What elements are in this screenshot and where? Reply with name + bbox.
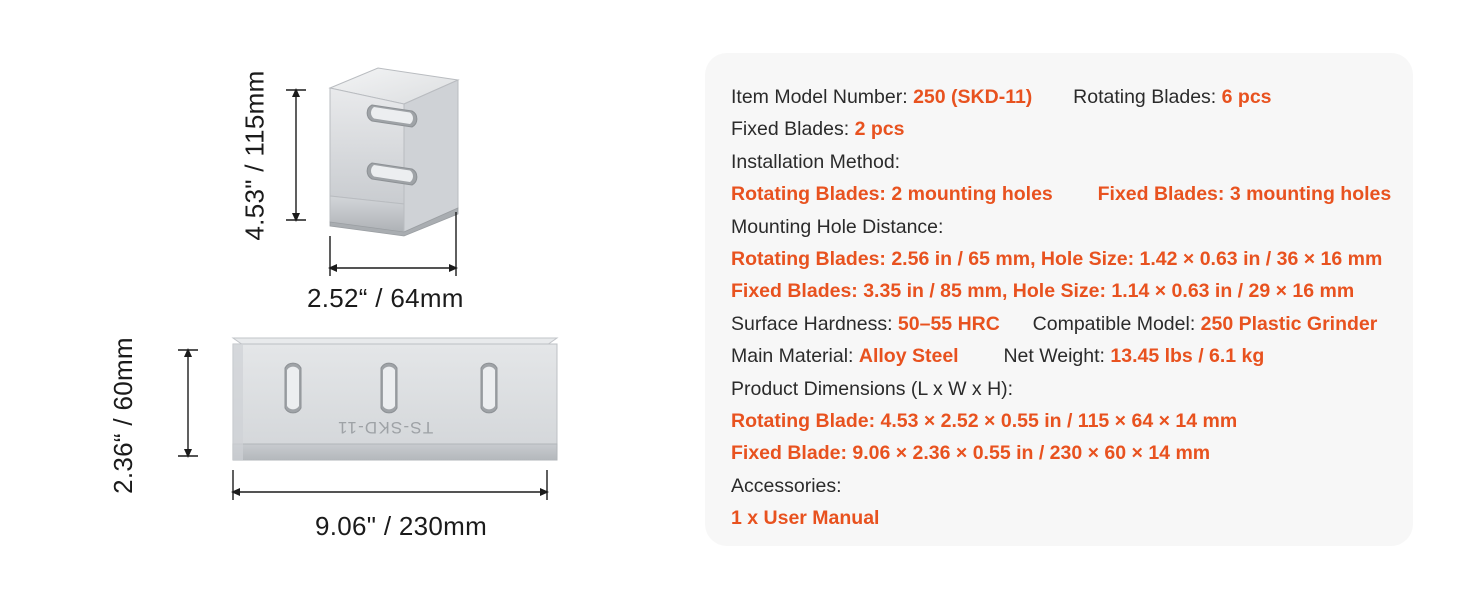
fixed-blade-width-label: 9.06" / 230mm xyxy=(315,511,488,541)
spec-row-accessories xyxy=(731,470,1387,502)
rotating-blade-width-label: 2.52“ / 64mm xyxy=(307,283,464,313)
spec-value-rotating-blades-count: 6 pcs xyxy=(1221,86,1272,108)
spec-value-accessories: 1 x User Manual xyxy=(731,507,880,530)
spec-label-rotating-blades-count: Rotating Blades: xyxy=(1073,86,1217,108)
spec-label-fixed-blades-count: Fixed Blades: xyxy=(731,118,850,141)
spec-label-compatible-model: Compatible Model: xyxy=(1032,312,1196,335)
spec-label-installation-method: Installation Method: xyxy=(731,150,901,173)
spec-label-net-weight: Net Weight: xyxy=(1003,345,1105,368)
spec-value-fixed-blade-dimensions: Fixed Blade: 9.06 × 2.36 × 0.55 in / 230 × 60 × 14 mm xyxy=(731,442,1211,465)
spec-row-hardness-compatible xyxy=(731,308,1387,340)
spec-row-fixed-hole-distance xyxy=(731,275,1387,307)
spec-row-product-dimensions xyxy=(731,373,1387,405)
spec-label-mounting-hole-distance: Mounting Hole Distance: xyxy=(731,215,944,238)
spec-value-fixed-mounting-holes: Fixed Blades: 3 mounting holes xyxy=(1097,183,1392,206)
spec-value-compatible-model: 250 Plastic Grinder xyxy=(1200,312,1378,335)
spec-value-main-material: Alloy Steel xyxy=(858,345,959,368)
spec-row-item-model-number xyxy=(731,81,1387,113)
spec-row-rotating-hole-distance xyxy=(731,243,1387,275)
spec-row-mounting-hole-distance xyxy=(731,211,1387,243)
spec-label-main-material: Main Material: xyxy=(731,345,854,368)
fixed-blade-graphic xyxy=(233,338,557,460)
spec-value-rotating-mounting-holes: Rotating Blades: 2 mounting holes xyxy=(731,183,1053,206)
spec-value-fixed-blades-count: 2 pcs xyxy=(854,118,905,141)
spec-value-net-weight: 13.45 lbs / 6.1 kg xyxy=(1110,345,1265,368)
spec-value-rotating-hole-distance: Rotating Blades: 2.56 in / 65 mm, Hole Size: 1.42 × 0.63 in / 36 × 16 mm xyxy=(731,248,1383,271)
blade-technical-drawing xyxy=(0,0,700,600)
rotating-blade-height-label: 4.53" / 115mm xyxy=(239,70,270,241)
spec-label-surface-hardness: Surface Hardness: xyxy=(731,312,893,335)
spec-row-installation-method xyxy=(731,146,1387,178)
specification-list xyxy=(731,81,1392,535)
spec-label-accessories: Accessories: xyxy=(731,474,842,497)
spec-row-fixed-blades xyxy=(731,113,1387,145)
spec-row-accessories-value xyxy=(731,502,1387,534)
fixed-blade-engraving: TS-SKD-11 xyxy=(336,418,434,437)
specification-card xyxy=(705,53,1413,546)
fixed-blade-height-label: 2.36“ / 60mm xyxy=(107,337,138,494)
spec-value-item-model-number: 250 (SKD-11) xyxy=(913,86,1033,108)
spec-row-material-weight xyxy=(731,340,1387,372)
spec-label-item-model-number: Item Model Number: xyxy=(731,86,908,108)
spec-row-rotating-blade-dimensions xyxy=(731,405,1387,437)
rotating-blade-graphic xyxy=(330,68,458,236)
spec-label-product-dimensions: Product Dimensions (L x W x H): xyxy=(731,377,1014,400)
spec-row-mounting-holes xyxy=(731,178,1392,210)
spec-value-surface-hardness: 50–55 HRC xyxy=(897,312,1000,335)
spec-row-fixed-blade-dimensions xyxy=(731,437,1387,469)
spec-value-fixed-hole-distance: Fixed Blades: 3.35 in / 85 mm, Hole Size: 1.14 × 0.63 in / 29 × 16 mm xyxy=(731,280,1355,303)
spec-value-rotating-blade-dimensions: Rotating Blade: 4.53 × 2.52 × 0.55 in / 115 × 64 × 14 mm xyxy=(731,410,1238,433)
